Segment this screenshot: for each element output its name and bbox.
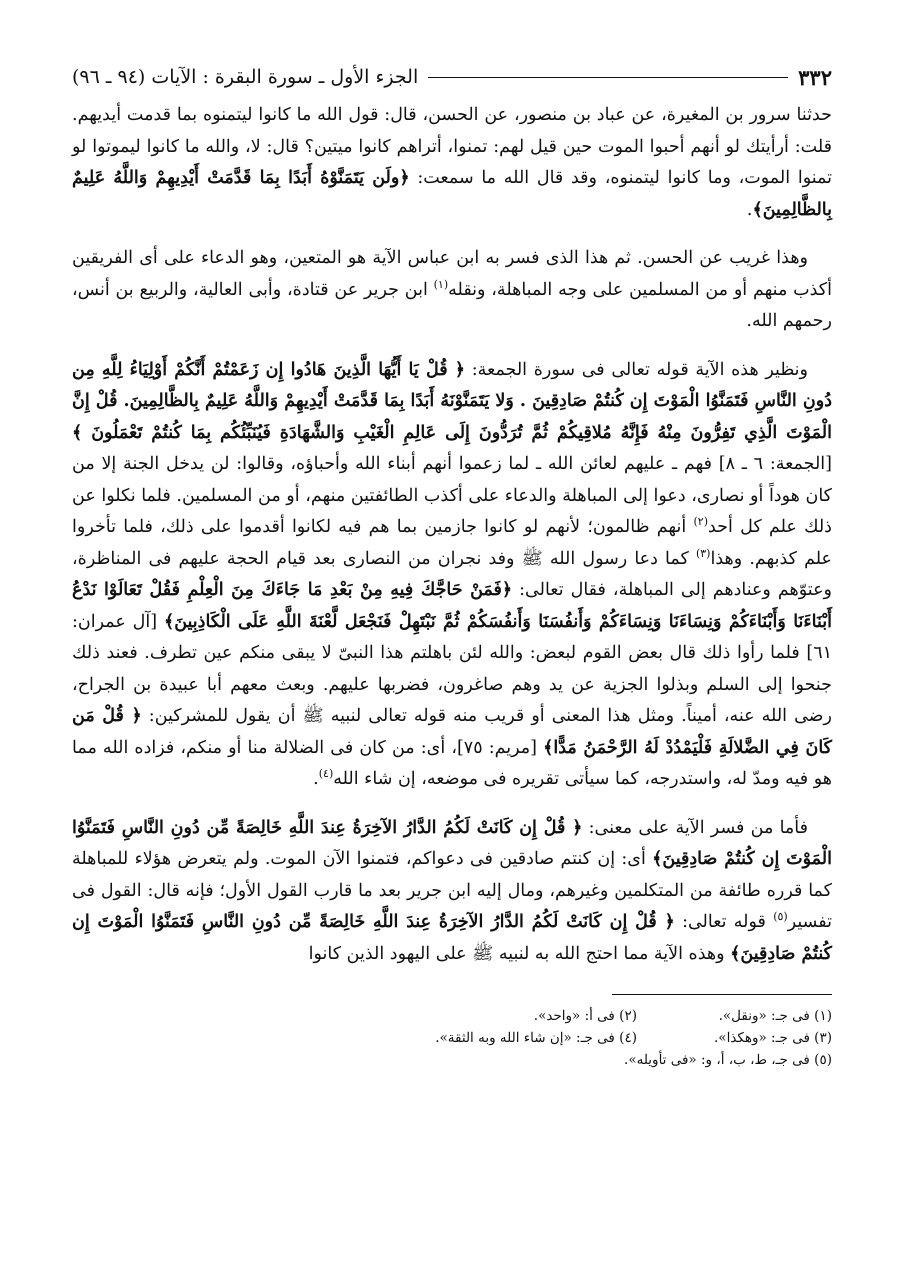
quran-verse: ﴿ قُلْ إِن كَانَتْ لَكُمُ الدَّارُ الآخِرَةُ عِندَ اللَّهِ خَالِصَةً مِّن دُونِ النَّاسِ فَتَمَنَّوُا الْمَوْتَ إِن كُنتُمْ صَادِقِينَ﴾ — [72, 912, 832, 964]
quran-verse: ﴿ قُلْ إِن كَانَتْ لَكُمُ الدَّارُ الآخِرَةُ عِندَ اللَّهِ خَالِصَةً مِّن دُونِ النَّاسِ فَتَمَنَّوُا الْمَوْتَ إِن كُنتُمْ صَادِقِينَ﴾ — [72, 817, 832, 869]
footnote-ref[interactable]: (٤) — [318, 767, 334, 781]
header-rule — [428, 77, 788, 78]
footnote-ref[interactable]: (٥) — [773, 910, 788, 924]
footnote-separator — [612, 994, 832, 995]
footnote-row — [72, 1005, 832, 1027]
page-number: ٣٣٢ — [798, 64, 832, 90]
footnote-1: (١) فى جـ: «ونقل». — [718, 1008, 832, 1024]
quran-verse: ﴿ولَن يَتَمَنَّوْهُ أَبَدًا بِمَا قَدَّمَتْ أَيْدِيهِمْ وَاللَّهُ عَلِيمٌ بِالظَّالِمِينَ﴾ — [72, 168, 832, 220]
footnote-ref[interactable]: (٣) — [695, 546, 711, 560]
paragraph-1: حدثنا سرور بن المغيرة، عن عباد بن منصور، عن الحسن، قال: قول الله ما كانوا ليتمنوه بما قدمت أيديهم. قلت: أرأيتك لو أنهم أحبوا الموت حين قيل لهم: تمنوا، أتراهم كانوا ميتين؟ قال: لا، والله ما كانوا ليموتوا لو تمنوا الموت، وما كانوا ليتمنوه، وقد قال الله ما سمعت: ﴿ولَن يَتَمَنَّوْهُ أَبَدًا بِمَا قَدَّمَتْ أَيْدِيهِمْ وَاللَّهُ عَلِيمٌ بِالظَّالِمِينَ﴾. — [72, 105, 833, 220]
footnote-3: (٣) فى جـ: «وهكذا». — [714, 1030, 832, 1046]
footnote-5: (٥) فى جـ، ط، ب، أ، و: «فى تأويله». — [624, 1052, 832, 1068]
page-header — [72, 60, 832, 94]
footnote-4: (٤) فى جـ: «إن شاء الله وبه الثقة». — [435, 1030, 637, 1046]
paragraph-4: فأما من فسر الآية على معنى: ﴿ قُلْ إِن كَانَتْ لَكُمُ الدَّارُ الآخِرَةُ عِندَ اللَّهِ خَالِصَةً مِّن دُونِ النَّاسِ فَتَمَنَّوُا الْمَوْتَ إِن كُنتُمْ صَادِقِينَ﴾ أى: إن كنتم صادقين فى دعواكم، فتمنوا الآن الموت. ولم يتعرض هؤلاء للمباهلة كما قرره طائفة من المتكلمين وغيرهم، ومال إليه ابن جرير بعد ما قارب القول الأول؛ فإنه قال: القول فى تفسير$^{(٥)}$ قوله تعالى: ﴿ قُلْ إِن كَانَتْ لَكُمُ الدَّارُ الآخِرَةُ عِندَ اللَّهِ خَالِصَةً مِّن دُونِ النَّاسِ فَتَمَنَّوُا الْمَوْتَ إِن كُنتُمْ صَادِقِينَ﴾ وهذه الآية مما احتج الله به لنبيه ﷺ على اليهود الذين كانوا — [72, 817, 832, 964]
main-text — [72, 100, 832, 970]
footnote-row — [72, 1027, 832, 1049]
quran-verse: ﴿فَمَنْ حَاجَّكَ فِيهِ مِنْ بَعْدِ مَا جَاءَكَ مِنَ الْعِلْمِ فَقُلْ تَعَالَوْا نَدْعُ أَبْنَاءَنَا وَأَبْنَاءَكُمْ وَنِسَاءَنَا وَنِسَاءَكُمْ وَأَنفُسَنَا وَأَنفُسَكُمْ ثُمَّ نَبْتَهِلْ فَنَجْعَل لَّعْنَةَ اللَّهِ عَلَى الْكَاذِبِينَ﴾ — [72, 580, 832, 632]
paragraph-3: ونظير هذه الآية قوله تعالى فى سورة الجمعة: ﴿ قُلْ يَا أَيُّهَا الَّذِينَ هَادُوا إِن زَعَمْتُمْ أَنَّكُمْ أَوْلِيَاءُ لِلَّهِ مِن دُونِ النَّاسِ فَتَمَنَّوُا الْمَوْتَ إِن كُنتُمْ صَادِقِينَ . وَلا يَتَمَنَّوْنَهُ أَبَدًا بِمَا قَدَّمَتْ أَيْدِيهِمْ وَاللَّهُ عَلِيمٌ بِالظَّالِمِينَ. قُلْ إِنَّ الْمَوْتَ الَّذِي تَفِرُّونَ مِنْهُ فَإِنَّهُ مُلاقِيكُمْ ثُمَّ تُرَدُّونَ إِلَى عَالِمِ الْغَيْبِ وَالشَّهَادَةِ فَيُنَبِّئُكُم بِمَا كُنتُمْ تَعْمَلُونَ ﴾ [الجمعة: ٦ ـ ٨] فهم ـ عليهم لعائن الله ـ لما زعموا أنهم أبناء الله وأحباؤه، وقالوا: لن يدخل الجنة إلا من كان هوداً أو نصارى، دعوا إلى المباهلة والدعاء على أكذب الطائفتين منهم، أو من المسلمين. فلما نكلوا عن ذلك علم كل أحد$^{(٢)}$ أنهم ظالمون؛ لأنهم لو كانوا جازمين بما هم فيه لكانوا أقدموا على ذلك، فلما تأخروا علم كذبهم. وهذا$^{(٣)}$ كما دعا رسول الله ﷺ وفد نجران من النصارى بعد قيام الحجة عليهم فى المناظرة، وعتوّهم وعنادهم إلى المباهلة، فقال تعالى: ﴿فَمَنْ حَاجَّكَ فِيهِ مِنْ بَعْدِ مَا جَاءَكَ مِنَ الْعِلْمِ فَقُلْ تَعَالَوْا نَدْعُ أَبْنَاءَنَا وَأَبْنَاءَكُمْ وَنِسَاءَنَا وَنِسَاءَكُمْ وَأَنفُسَنَا وَأَنفُسَكُمْ ثُمَّ نَبْتَهِلْ فَنَجْعَل لَّعْنَةَ اللَّهِ عَلَى الْكَاذِبِينَ﴾ [آل عمران: ٦١] فلما رأوا ذلك قال بعض القوم لبعض: والله لئن باهلتم هذا النبىّ لا يبقى منكم عين تطرف. فعند ذلك جنحوا إلى السلم وبذلوا الجزية عن يد وهم صاغرون، فضربها عليهم. وبعث معهم أبا عبيدة بن الجراح، رضى الله عنه، أميناً. ومثل هذا المعنى أو قريب منه قوله تعالى لنبيه ﷺ أن يقول للمشركين: ﴿ قُلْ مَن كَانَ فِي الضَّلالَةِ فَلْيَمْدُدْ لَهُ الرَّحْمَنُ مَدًّا﴾ [مريم: ٧٥]، أى: من كان فى الضلالة منا أو منكم، فزاده الله مما هو فيه ومدّ له، واستدرجه، كما سيأتى تقريره فى موضعه، إن شاء الله$^{(٤)}$. — [72, 359, 832, 789]
footnote-2: (٢) فى أ: «واحد». — [533, 1008, 637, 1024]
quran-verse: ﴿ قُلْ يَا أَيُّهَا الَّذِينَ هَادُوا إِن زَعَمْتُمْ أَنَّكُمْ أَوْلِيَاءُ لِلَّهِ مِن دُونِ النَّاسِ فَتَمَنَّوُا الْمَوْتَ إِن كُنتُمْ صَادِقِينَ . وَلا يَتَمَنَّوْنَهُ أَبَدًا بِمَا قَدَّمَتْ أَيْدِيهِمْ وَاللَّهُ عَلِيمٌ بِالظَّالِمِينَ. قُلْ إِنَّ الْمَوْتَ الَّذِي تَفِرُّونَ مِنْهُ فَإِنَّهُ مُلاقِيكُمْ ثُمَّ تُرَدُّونَ إِلَى عَالِمِ الْغَيْبِ وَالشَّهَادَةِ فَيُنَبِّئُكُم بِمَا كُنتُمْ تَعْمَلُونَ ﴾ — [72, 359, 832, 443]
footnote-ref[interactable]: (١) — [433, 277, 449, 291]
footnote-ref[interactable]: (٢) — [693, 515, 708, 529]
footnote-row — [72, 1049, 832, 1071]
footnotes — [72, 1005, 832, 1071]
document-page — [72, 60, 832, 1071]
quran-verse: ﴿ قُلْ مَن كَانَ فِي الضَّلالَةِ فَلْيَمْدُدْ لَهُ الرَّحْمَنُ مَدًّا﴾ — [72, 706, 832, 758]
running-title: الجزء الأول ـ سورة البقرة : الآيات (٩٤ ـ ٩٦) — [72, 66, 419, 88]
paragraph-2: وهذا غريب عن الحسن. ثم هذا الذى فسر به ابن عباس الآية هو المتعين، وهو الدعاء على أى الفريقين أكذب منهم أو من المسلمين على وجه المباهلة، ونقله$^{(١)}$ ابن جرير عن قتادة، وأبى العالية، والربيع بن أنس، رحمهم الله. — [72, 248, 832, 331]
